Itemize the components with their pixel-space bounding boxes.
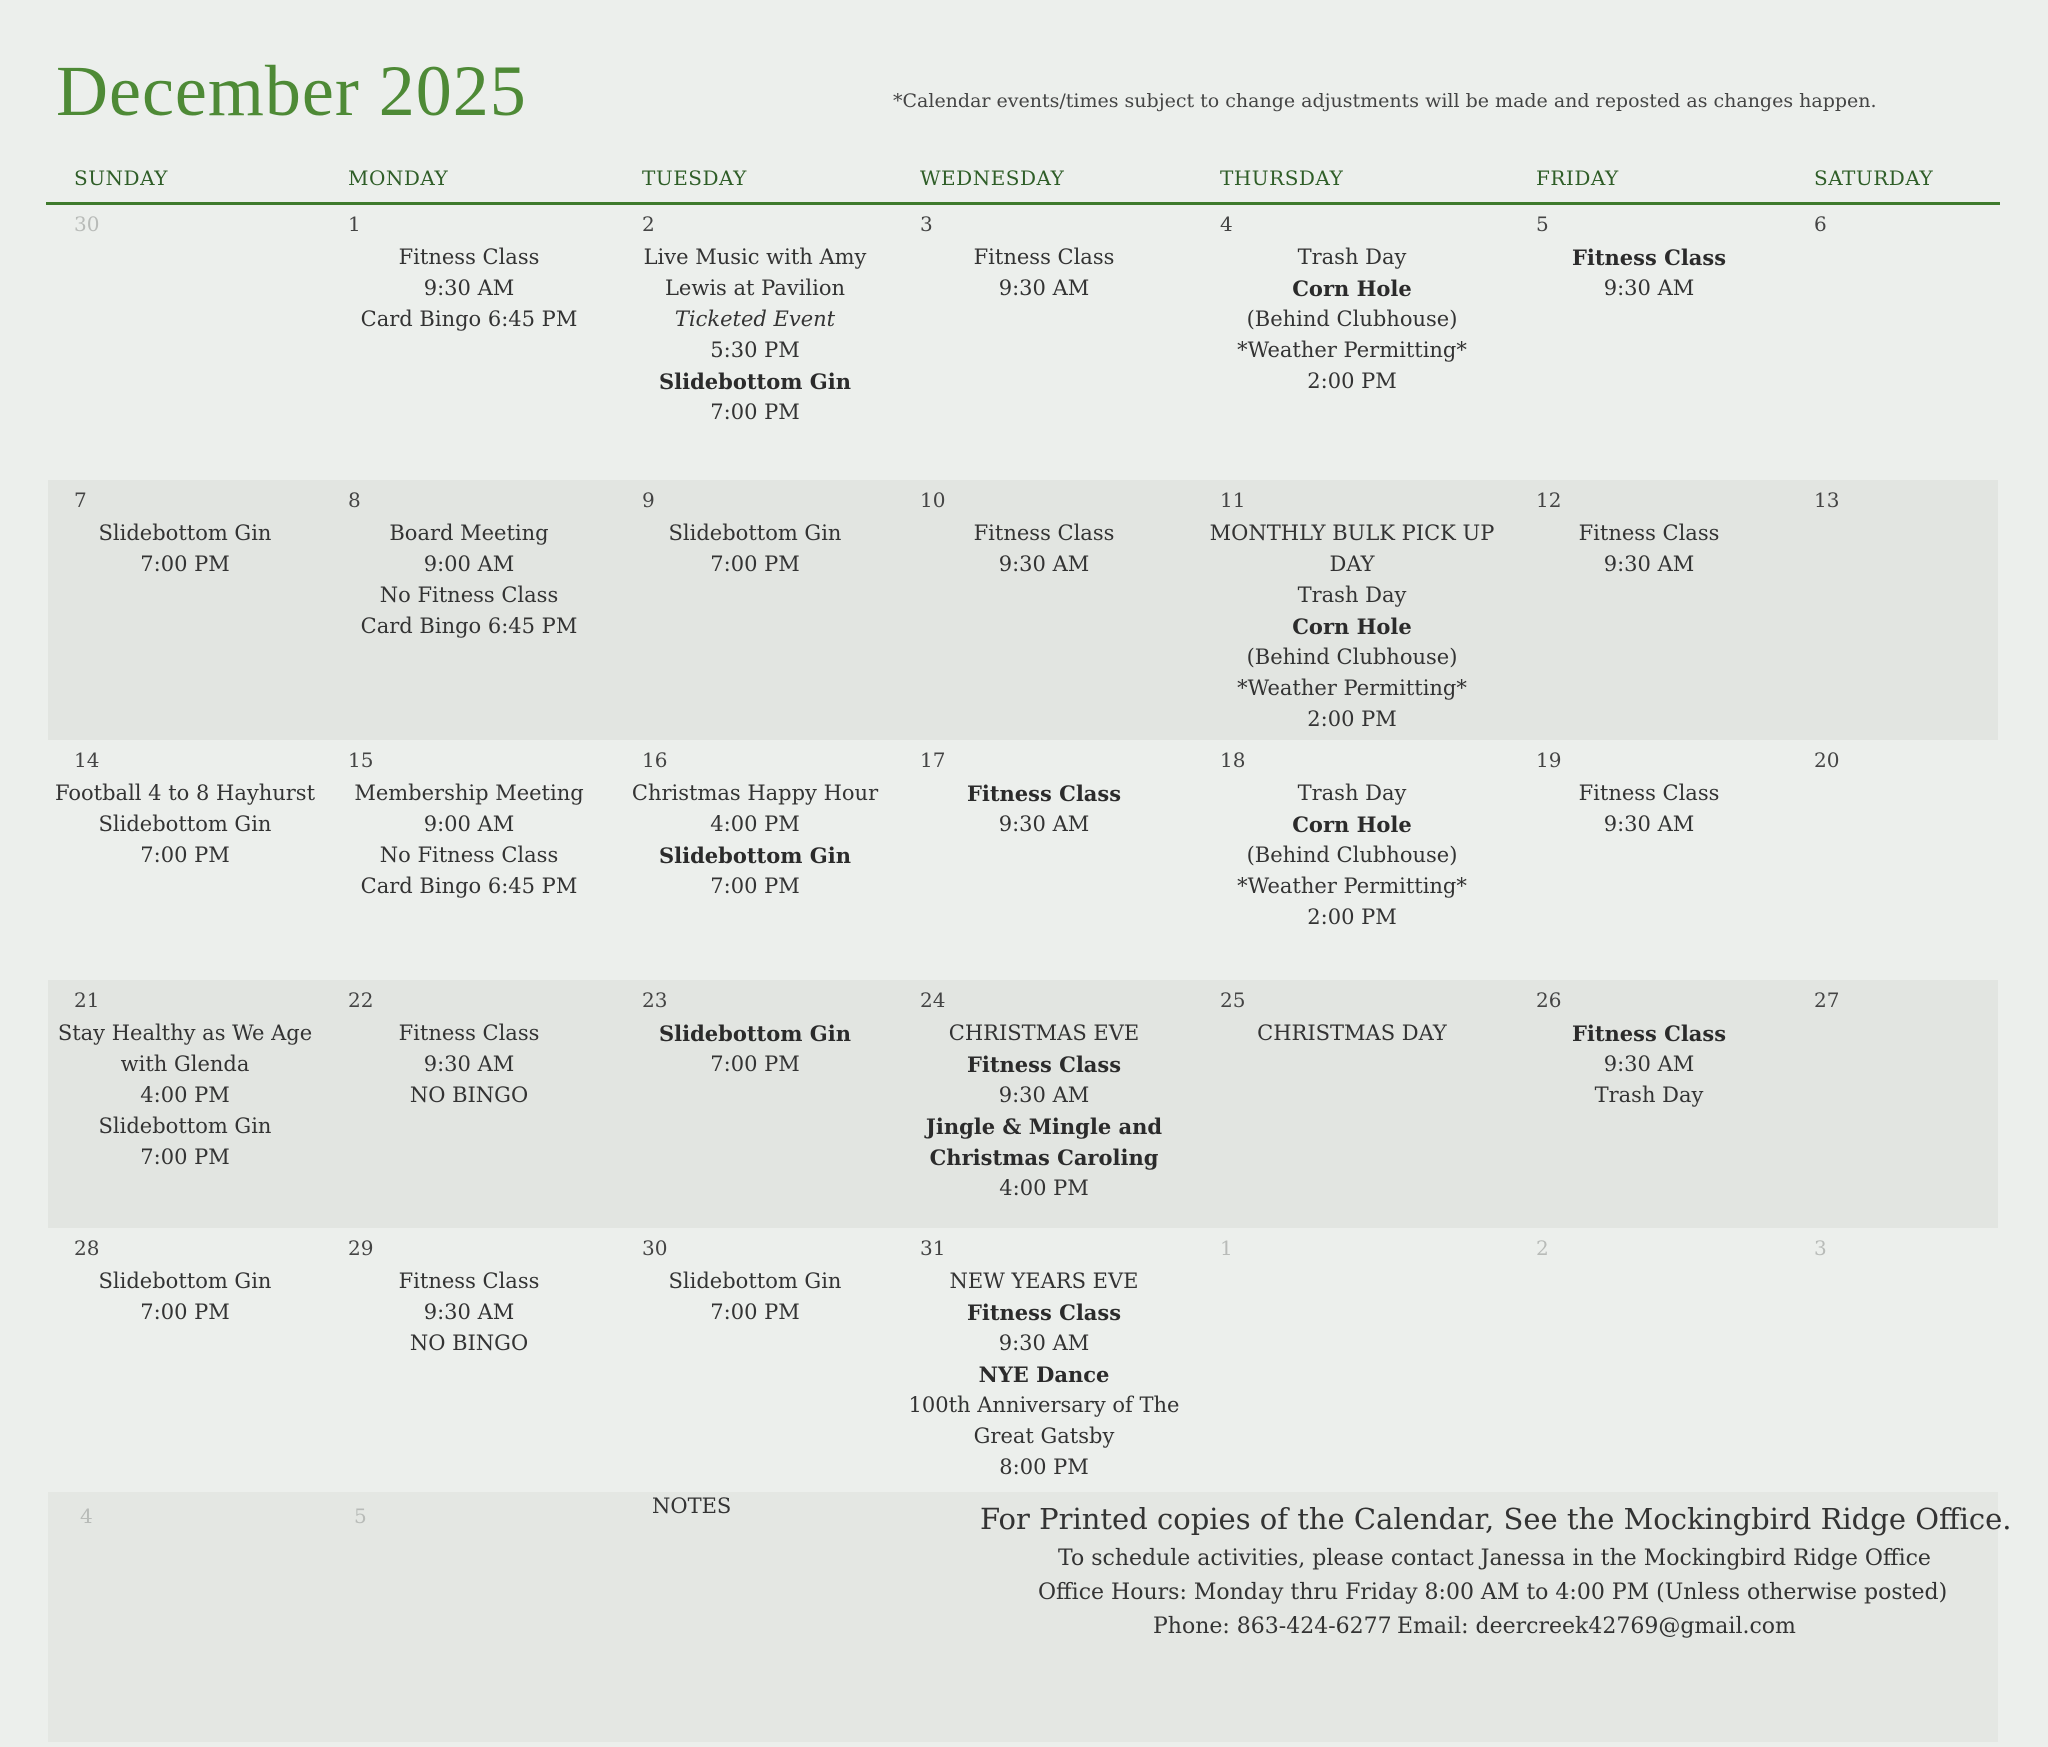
- event-line: 7:00 PM: [710, 874, 800, 898]
- event-line: Slidebottom Gin: [98, 521, 272, 545]
- day-number: 22: [348, 988, 374, 1012]
- event-line: 7:00 PM: [140, 843, 230, 867]
- event-line: Trash Day: [1297, 781, 1407, 805]
- day-number: 19: [1536, 748, 1562, 772]
- event-line: 9:30 AM: [998, 1083, 1090, 1107]
- day-number: 31: [920, 1236, 946, 1260]
- day-events: [48, 778, 322, 871]
- event-line: 9:00 AM: [423, 552, 515, 576]
- event-line: 4:00 PM: [710, 812, 800, 836]
- day-cell[interactable]: [616, 980, 894, 1228]
- event-line: NO BINGO: [409, 1083, 529, 1107]
- day-number: 3: [1814, 1236, 1827, 1260]
- event-line: Fitness Class: [398, 1021, 540, 1045]
- day-cell[interactable]: [1194, 740, 1510, 980]
- day-cell[interactable]: [616, 480, 894, 740]
- day-cell[interactable]: [1510, 980, 1788, 1228]
- day-number: 15: [348, 748, 374, 772]
- day-events: [894, 778, 1194, 840]
- day-number: 8: [348, 488, 361, 512]
- event-line: Fitness Class: [966, 781, 1122, 806]
- day-number: 24: [920, 988, 946, 1012]
- event-line: Fitness Class: [973, 521, 1115, 545]
- weekday-header-row: [46, 160, 2000, 205]
- day-cell[interactable]: [616, 740, 894, 980]
- day-number: 16: [642, 748, 668, 772]
- day-events: [616, 242, 894, 428]
- day-number: 12: [1536, 488, 1562, 512]
- schedule-contact-note: To schedule activities, please contact Janessa in the Mockingbird Ridge Office: [1058, 1546, 1931, 1571]
- day-events: [322, 778, 616, 902]
- day-cell[interactable]: [894, 1228, 1194, 1496]
- day-cell[interactable]: [1788, 204, 1998, 480]
- event-line: Membership Meeting: [354, 781, 584, 805]
- day-events: [1510, 242, 1788, 304]
- weekday-wednesday: WEDNESDAY: [920, 166, 1065, 190]
- event-line: Lewis at Pavilion: [664, 276, 846, 300]
- event-line: Slidebottom Gin: [98, 1114, 272, 1138]
- day-number: 10: [920, 488, 946, 512]
- page-title: December 2025: [56, 51, 527, 131]
- day-number: 21: [74, 988, 100, 1012]
- event-line: Fitness Class: [973, 245, 1115, 269]
- day-cell[interactable]: [894, 480, 1194, 740]
- day-cell[interactable]: [894, 980, 1194, 1228]
- day-events: [48, 1018, 322, 1173]
- event-line: Ticketed Event: [674, 307, 836, 331]
- event-line: 9:30 AM: [998, 812, 1090, 836]
- day-number: 2: [642, 212, 655, 236]
- day-cell[interactable]: [1194, 204, 1510, 480]
- day-number: 20: [1814, 748, 1840, 772]
- event-line: Slidebottom Gin: [668, 521, 842, 545]
- event-line: 4:00 PM: [999, 1176, 1089, 1200]
- event-line: 9:30 AM: [998, 1331, 1090, 1355]
- event-line: 7:00 PM: [140, 1300, 230, 1324]
- event-line: 9:30 AM: [1603, 812, 1695, 836]
- day-number: 3: [920, 212, 933, 236]
- event-line: 8:00 PM: [999, 1455, 1089, 1479]
- printed-copies-note: For Printed copies of the Calendar, See the Mockingbird Ridge Office.: [980, 1502, 2012, 1536]
- event-line: 9:30 AM: [1603, 276, 1695, 300]
- day-number: 1: [348, 212, 361, 236]
- event-line: 7:00 PM: [710, 1300, 800, 1324]
- day-cell[interactable]: [48, 1228, 322, 1496]
- day-number: 1: [1220, 1236, 1233, 1260]
- weekday-sunday: SUNDAY: [74, 166, 168, 190]
- event-line: Slidebottom Gin: [659, 369, 851, 394]
- day-number-next-month: 4: [80, 1504, 93, 1528]
- week-row: [48, 740, 1998, 980]
- day-events: [616, 778, 894, 902]
- event-line: Fitness Class: [1578, 521, 1720, 545]
- day-cell[interactable]: [322, 204, 616, 480]
- day-events: [1510, 518, 1788, 580]
- weekday-friday: FRIDAY: [1536, 166, 1619, 190]
- event-line: MONTHLY BULK PICK UP: [1209, 521, 1495, 545]
- day-events: [1194, 518, 1510, 735]
- day-number: 25: [1220, 988, 1246, 1012]
- day-number: 28: [74, 1236, 100, 1260]
- event-line: Card Bingo 6:45 PM: [360, 874, 578, 898]
- day-events: [894, 242, 1194, 304]
- disclaimer-note: *Calendar events/times subject to change adjustments will be made and reposted as changes happen.: [893, 90, 1877, 112]
- event-line: Fitness Class: [398, 245, 540, 269]
- day-cell[interactable]: [322, 980, 616, 1228]
- day-cell[interactable]: [1194, 480, 1510, 740]
- weekday-thursday: THURSDAY: [1220, 166, 1344, 190]
- weekday-tuesday: TUESDAY: [642, 166, 747, 190]
- event-line: 9:30 AM: [423, 1300, 515, 1324]
- day-cell[interactable]: [1788, 480, 1998, 740]
- event-line: No Fitness Class: [379, 843, 559, 867]
- event-line: Card Bingo 6:45 PM: [360, 614, 578, 638]
- event-line: No Fitness Class: [379, 583, 559, 607]
- day-events: [1194, 1018, 1510, 1049]
- day-number: 26: [1536, 988, 1562, 1012]
- day-cell[interactable]: [1510, 740, 1788, 980]
- week-row: [48, 204, 1998, 480]
- day-number: 27: [1814, 988, 1840, 1012]
- event-line: Slidebottom Gin: [98, 812, 272, 836]
- event-line: Trash Day: [1594, 1083, 1704, 1107]
- event-line: CHRISTMAS EVE: [948, 1021, 1140, 1045]
- event-line: 5:30 PM: [710, 338, 800, 362]
- event-line: NEW YEARS EVE: [949, 1269, 1139, 1293]
- day-number: 11: [1220, 488, 1246, 512]
- event-line: 9:30 AM: [1603, 552, 1695, 576]
- event-line: NYE Dance: [978, 1362, 1110, 1387]
- event-line: Slidebottom Gin: [659, 843, 851, 868]
- event-line: CHRISTMAS DAY: [1257, 1021, 1447, 1045]
- event-line: *Weather Permitting*: [1237, 874, 1467, 898]
- day-cell[interactable]: [48, 204, 322, 480]
- event-line: Trash Day: [1297, 245, 1407, 269]
- day-cell[interactable]: [1194, 1228, 1510, 1496]
- day-cell[interactable]: [894, 740, 1194, 980]
- phone-number: Phone: 863-424-6277: [1153, 1614, 1392, 1639]
- email-address: Email: deercreek42769@gmail.com: [1397, 1614, 1796, 1639]
- event-line: 7:00 PM: [710, 1052, 800, 1076]
- event-line: NO BINGO: [409, 1331, 529, 1355]
- event-line: Fitness Class: [1571, 1021, 1727, 1046]
- day-number: 14: [74, 748, 100, 772]
- day-events: [1194, 778, 1510, 933]
- day-number: 30: [642, 1236, 668, 1260]
- event-line: Corn Hole: [1292, 812, 1412, 837]
- day-events: [322, 518, 616, 642]
- day-number: 29: [348, 1236, 374, 1260]
- day-number: 4: [1220, 212, 1233, 236]
- event-line: 2:00 PM: [1307, 707, 1397, 731]
- weekday-saturday: SATURDAY: [1814, 166, 1934, 190]
- event-line: Fitness Class: [966, 1300, 1122, 1325]
- event-line: 2:00 PM: [1307, 905, 1397, 929]
- day-number: 7: [74, 488, 87, 512]
- day-events: [322, 242, 616, 335]
- day-cell[interactable]: [322, 740, 616, 980]
- day-cell[interactable]: [1788, 740, 1998, 980]
- day-cell[interactable]: [616, 204, 894, 480]
- event-line: Great Gatsby: [973, 1424, 1115, 1448]
- day-cell[interactable]: [1510, 1228, 1788, 1496]
- event-line: 9:00 AM: [423, 812, 515, 836]
- day-cell[interactable]: [894, 204, 1194, 480]
- day-number: 5: [1536, 212, 1549, 236]
- day-number-next-month: 5: [354, 1504, 367, 1528]
- event-line: Trash Day: [1297, 583, 1407, 607]
- day-events: [894, 1266, 1194, 1483]
- event-line: Christmas Happy Hour: [631, 781, 879, 805]
- event-line: 9:30 AM: [1603, 1052, 1695, 1076]
- week-row: [48, 480, 1998, 740]
- event-line: (Behind Clubhouse): [1246, 843, 1458, 867]
- day-cell[interactable]: [48, 480, 322, 740]
- event-line: Board Meeting: [389, 521, 549, 545]
- day-events: [1510, 1018, 1788, 1111]
- event-line: 7:00 PM: [710, 552, 800, 576]
- day-cell[interactable]: [1788, 980, 1998, 1228]
- event-line: 100th Anniversary of The: [908, 1393, 1180, 1417]
- day-cell[interactable]: [616, 1228, 894, 1496]
- event-line: Stay Healthy as We Age: [57, 1021, 313, 1045]
- event-line: 7:00 PM: [710, 400, 800, 424]
- weekday-monday: MONDAY: [348, 166, 449, 190]
- event-line: Christmas Caroling: [929, 1145, 1159, 1170]
- day-cell[interactable]: [48, 740, 322, 980]
- day-cell[interactable]: [322, 480, 616, 740]
- notes-label: NOTES: [652, 1494, 732, 1518]
- day-events: [1194, 242, 1510, 397]
- event-line: (Behind Clubhouse): [1246, 645, 1458, 669]
- day-number: 2: [1536, 1236, 1549, 1260]
- event-line: Card Bingo 6:45 PM: [360, 307, 578, 331]
- day-cell[interactable]: [48, 980, 322, 1228]
- event-line: 2:00 PM: [1307, 369, 1397, 393]
- event-line: Fitness Class: [1578, 781, 1720, 805]
- day-events: [894, 1018, 1194, 1204]
- day-cell[interactable]: [1194, 980, 1510, 1228]
- day-events: [322, 1018, 616, 1111]
- event-line: 9:30 AM: [998, 276, 1090, 300]
- day-cell[interactable]: [1788, 1228, 1998, 1496]
- day-events: [48, 518, 322, 580]
- day-number: 23: [642, 988, 668, 1012]
- day-number: 18: [1220, 748, 1246, 772]
- event-line: Slidebottom Gin: [668, 1269, 842, 1293]
- event-line: 9:30 AM: [998, 552, 1090, 576]
- event-line: Fitness Class: [1571, 245, 1727, 270]
- day-number: 30: [74, 212, 100, 236]
- event-line: 9:30 AM: [423, 1052, 515, 1076]
- day-events: [894, 518, 1194, 580]
- day-cell[interactable]: [322, 1228, 616, 1496]
- week-row: [48, 980, 1998, 1228]
- event-line: Football 4 to 8 Hayhurst: [54, 781, 316, 805]
- event-line: Corn Hole: [1292, 276, 1412, 301]
- event-line: 4:00 PM: [140, 1083, 230, 1107]
- day-cell[interactable]: [1510, 480, 1788, 740]
- event-line: Corn Hole: [1292, 614, 1412, 639]
- day-number: 13: [1814, 488, 1840, 512]
- event-line: DAY: [1329, 552, 1375, 576]
- office-hours-note: Office Hours: Monday thru Friday 8:00 AM to 4:00 PM (Unless otherwise posted): [1038, 1580, 1948, 1605]
- event-line: Fitness Class: [398, 1269, 540, 1293]
- day-number: 17: [920, 748, 946, 772]
- event-line: *Weather Permitting*: [1237, 338, 1467, 362]
- event-line: Fitness Class: [966, 1052, 1122, 1077]
- day-number: 6: [1814, 212, 1827, 236]
- event-line: with Glenda: [120, 1052, 250, 1076]
- event-line: 7:00 PM: [140, 552, 230, 576]
- event-line: 9:30 AM: [423, 276, 515, 300]
- day-events: [616, 518, 894, 580]
- event-line: Live Music with Amy: [643, 245, 867, 269]
- day-number: 9: [642, 488, 655, 512]
- day-events: [48, 1266, 322, 1328]
- day-events: [1510, 778, 1788, 840]
- day-events: [322, 1266, 616, 1359]
- week-row: [48, 1228, 1998, 1496]
- day-cell[interactable]: [1510, 204, 1788, 480]
- day-events: [616, 1018, 894, 1080]
- event-line: 7:00 PM: [140, 1145, 230, 1169]
- event-line: *Weather Permitting*: [1237, 676, 1467, 700]
- event-line: Slidebottom Gin: [659, 1021, 851, 1046]
- event-line: (Behind Clubhouse): [1246, 307, 1458, 331]
- event-line: Jingle & Mingle and: [925, 1114, 1163, 1139]
- event-line: Slidebottom Gin: [98, 1269, 272, 1293]
- day-events: [616, 1266, 894, 1328]
